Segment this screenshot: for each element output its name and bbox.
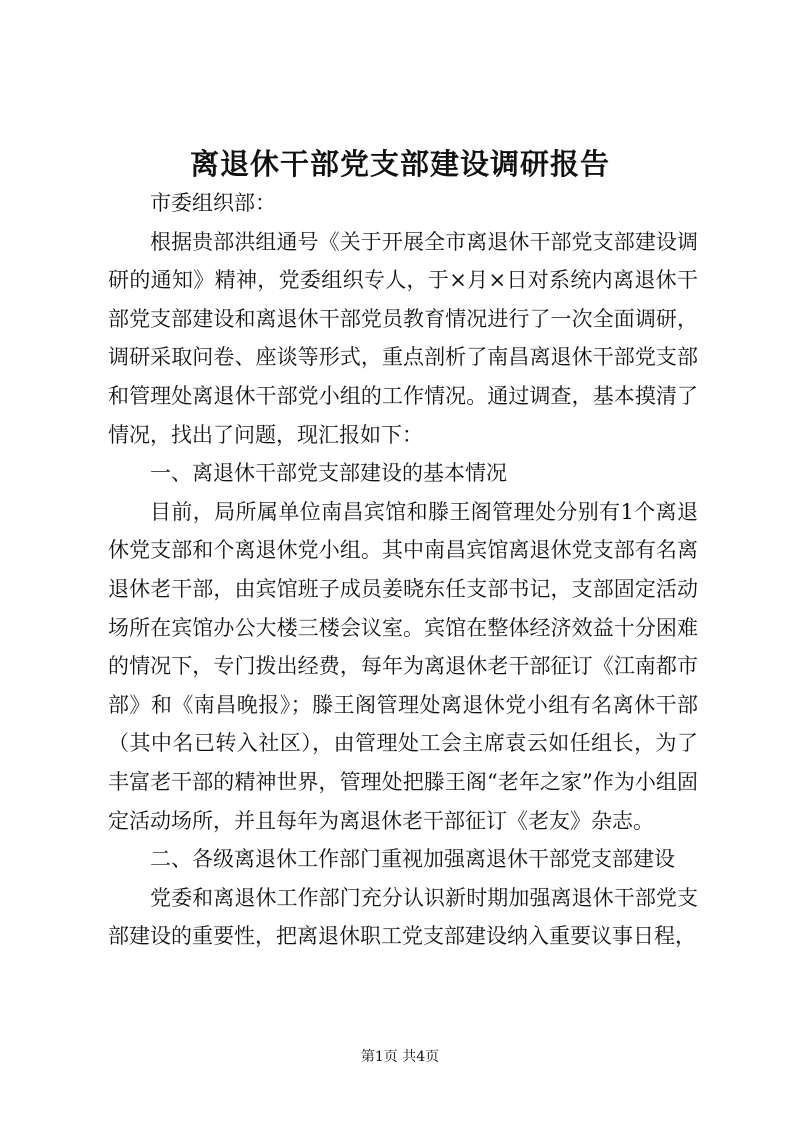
paragraph-basic-situation: 目前，局所属单位南昌宾馆和滕王阁管理处分别有1个离退休党支部和个离退休党小组。其中南昌宾馆离退休党支部有名离退休老干部，由宾馆班子成员姜晓东任支部书记，支部固定活动场所在宾馆办公大楼三楼会议室。宾馆在整体经济效益十分困难的情况下，专门拨出经费，每年为离退休老干部征订《江南都市部》和《南昌晚报》；滕王阁管理处离退休党小组有名离休干部（其中名已转入社区），由管理处工会主席袁云如任组长，为了丰富老干部的精神世界，管理处把滕王阁“老年之家”作为小组固定活动场所，并且每年为离退休老干部征订《老友》杂志。 [108, 499, 698, 833]
paragraph-importance: 党委和离退休工作部门充分认识新时期加强离退休干部党支部建设的重要性，把离退休职工党支部建设纳入重要议事日程， [108, 885, 698, 949]
salutation: 市委组织部： [150, 191, 276, 215]
document-body [108, 184, 698, 956]
page-footer: 第1页 共4页 [360, 1049, 440, 1065]
section-heading-2: 二、各级离退休工作部门重视加强离退休干部党支部建设 [150, 847, 675, 872]
paragraph-intro: 根据贵部洪组通号《关于开展全市离退休干部党支部建设调研的通知》精神，党委组织专人，于×月×日对系统内离退休干部党支部建设和离退休干部党员教育情况进行了一次全面调研，调研采取问卷、座谈等形式，重点剖析了南昌离退休干部党支部和管理处离退休干部党小组的工作情况。通过调查，基本摸清了情况，找出了问题，现汇报如下： [108, 229, 698, 447]
section-heading-1: 一、离退休干部党支部建设的基本情况 [150, 461, 507, 486]
document-title: 离退休干部党支部建设调研报告 [189, 147, 610, 181]
